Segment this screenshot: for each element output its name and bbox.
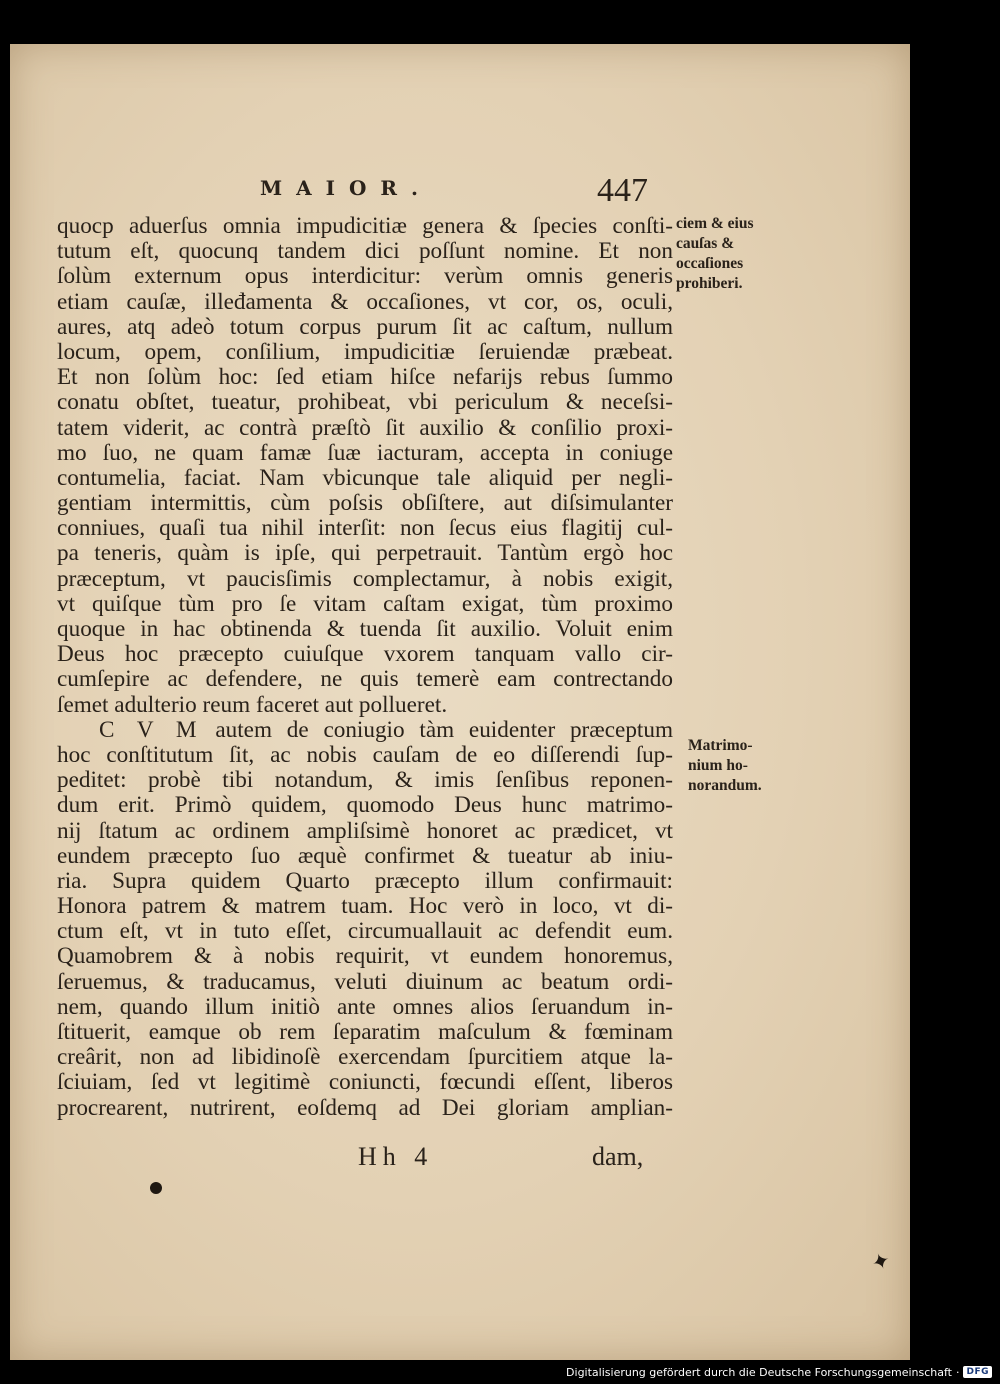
paragraph-opening-line <box>57 718 673 743</box>
page-header <box>10 172 910 212</box>
text-line: tatem viderit, ac contrà præſtò ſit auxilio & conſilio proxi- <box>57 414 673 441</box>
text-line: tutum eſt, quocunq tandem dici poſſunt nomine. Et non <box>57 238 673 265</box>
credit-separator: · <box>955 1365 960 1379</box>
text-line: Honora patrem & matrem tuam. Hoc verò in loco, vt di- <box>57 893 673 920</box>
text-line: Quamobrem & à nobis requirit, vt eundem honoremus, <box>57 943 673 970</box>
text-line: ſtituerit, eamque ob rem ſeparatim maſculum & fœminam <box>57 1019 673 1045</box>
ink-spot <box>150 1182 162 1194</box>
margin-note-line: cauſas & <box>676 235 735 252</box>
body-text <box>57 214 673 1121</box>
text-line: Et non ſolùm hoc: ſed etiam hiſce nefarijs rebus ſummo <box>57 364 673 391</box>
page-footer <box>10 1142 910 1178</box>
text-line: præceptum, vt paucisſimis complectamur, à nobis exigit, <box>57 565 673 592</box>
text-line: dum erit. Primò quidem, quomodo Deus hunc matrimo- <box>57 792 673 819</box>
dfg-logo-icon: DFG <box>963 1366 992 1378</box>
text-line: ſolùm externum opus interdicitur: verùm omnis generis <box>57 263 673 290</box>
text-line: vt quiſque tùm pro ſe vitam caſtam exigat, tùm proximo <box>57 590 673 617</box>
text-line: mo ſuo, ne quam famæ ſuæ iacturam, accepta in coniuge <box>57 439 673 466</box>
corner-stain-icon: ✦ <box>868 1247 895 1278</box>
text-line: conatu obſtet, tueatur, prohibeat, vbi periculum & neceſsi- <box>57 389 673 416</box>
text-line: gentiam intermittis, cùm poſsis obſiſtere, aut diſsimulanter <box>57 490 673 517</box>
paragraph-initial: C V M <box>99 716 201 743</box>
text-line: hoc conſtitutum ſit, ac nobis cauſam de eo diſſerendi ſup- <box>57 741 673 768</box>
text-line: pa teneris, quàm is ipſe, qui perpetrauit. Tantùm ergò hoc <box>57 540 673 567</box>
text-line: ſciuiam, ſed vt legitimè coniuncti, fœcundi eſſent, liberos <box>57 1069 673 1096</box>
text-line: quoque in hac obtinenda & tuenda ſit auxilio. Voluit enim <box>57 616 673 642</box>
digitization-credit <box>566 1364 992 1380</box>
text-line: cumſepire ac defendere, ne quis temerè eam contrectando <box>57 666 673 693</box>
text-line: peditet: probè tibi notandum, & imis ſenſibus reponen- <box>57 767 673 794</box>
text-line: ria. Supra quidem Quarto præcepto illum confirmauit: <box>57 867 673 894</box>
text-line: procrearent, nutrirent, eoſdemq ad Dei gloriam amplian- <box>57 1094 673 1121</box>
credit-text: Digitalisierung gefördert durch die Deutsche Forschungsgemeinschaft <box>566 1365 952 1379</box>
text-line: aures, atq adeò totum corpus purum ſit ac caſtum, nullum <box>57 313 673 340</box>
margin-note-line: nium ho- <box>688 757 748 774</box>
text-line: contumelia, faciat. Nam vbicunque tale aliquid per negli- <box>57 464 673 491</box>
text-line: ſeruemus, & traducamus, veluti diuinum ac beatum ordi- <box>57 968 673 995</box>
paragraph-opening-text: autem de coniugio tàm euidenter præceptum <box>215 716 673 743</box>
catchword: dam, <box>592 1142 644 1171</box>
running-head: MAIOR. <box>260 176 433 200</box>
margin-note-matrimonium <box>688 736 788 796</box>
margin-note-line: Matrimo- <box>688 737 753 754</box>
page-number: 447 <box>597 172 648 209</box>
text-line: ſemet adulterio reum faceret aut pollueret. <box>57 691 448 718</box>
text-line: conniues, quaſi tua nihil interſit: non ſecus eius flagitij cul- <box>57 515 673 542</box>
text-line: etiam cauſæ, illeđamenta & occaſiones, vt cor, os, oculi, <box>57 288 673 315</box>
signature-mark: Hh 4 <box>358 1142 434 1171</box>
text-line: locum, opem, conſilium, impudicitiæ ſeruiendæ præbeat. <box>57 338 673 365</box>
book-page <box>10 44 910 1360</box>
margin-note-line: prohiberi. <box>676 275 743 292</box>
margin-note-line: ciem & eius <box>676 215 754 232</box>
text-line: quocp aduerſus omnia impudicitiæ genera & ſpecies conſti- <box>57 213 673 239</box>
margin-note-prohiberi <box>676 214 776 294</box>
margin-note-line: occaſiones <box>676 255 744 272</box>
margin-note-line: norandum. <box>688 777 762 794</box>
text-line: ctum eſt, vt in tuto eſſet, circumuallauit ac defendit eum. <box>57 918 673 945</box>
text-line: eundem præcepto ſuo æquè confirmet & tueatur ab iniu- <box>57 842 673 869</box>
text-line: nem, quando illum initiò ante omnes alios ſeruandum in- <box>57 993 673 1020</box>
text-line: Deus hoc præcepto cuiuſque vxorem tanquam vallo cir- <box>57 641 673 668</box>
text-line: nij ſtatum ac ordinem ampliſsimè honoret ac prædicet, vt <box>57 817 673 844</box>
text-line: creârit, non ad libidinoſè exercendam ſpurcitiem atque la- <box>57 1044 673 1071</box>
